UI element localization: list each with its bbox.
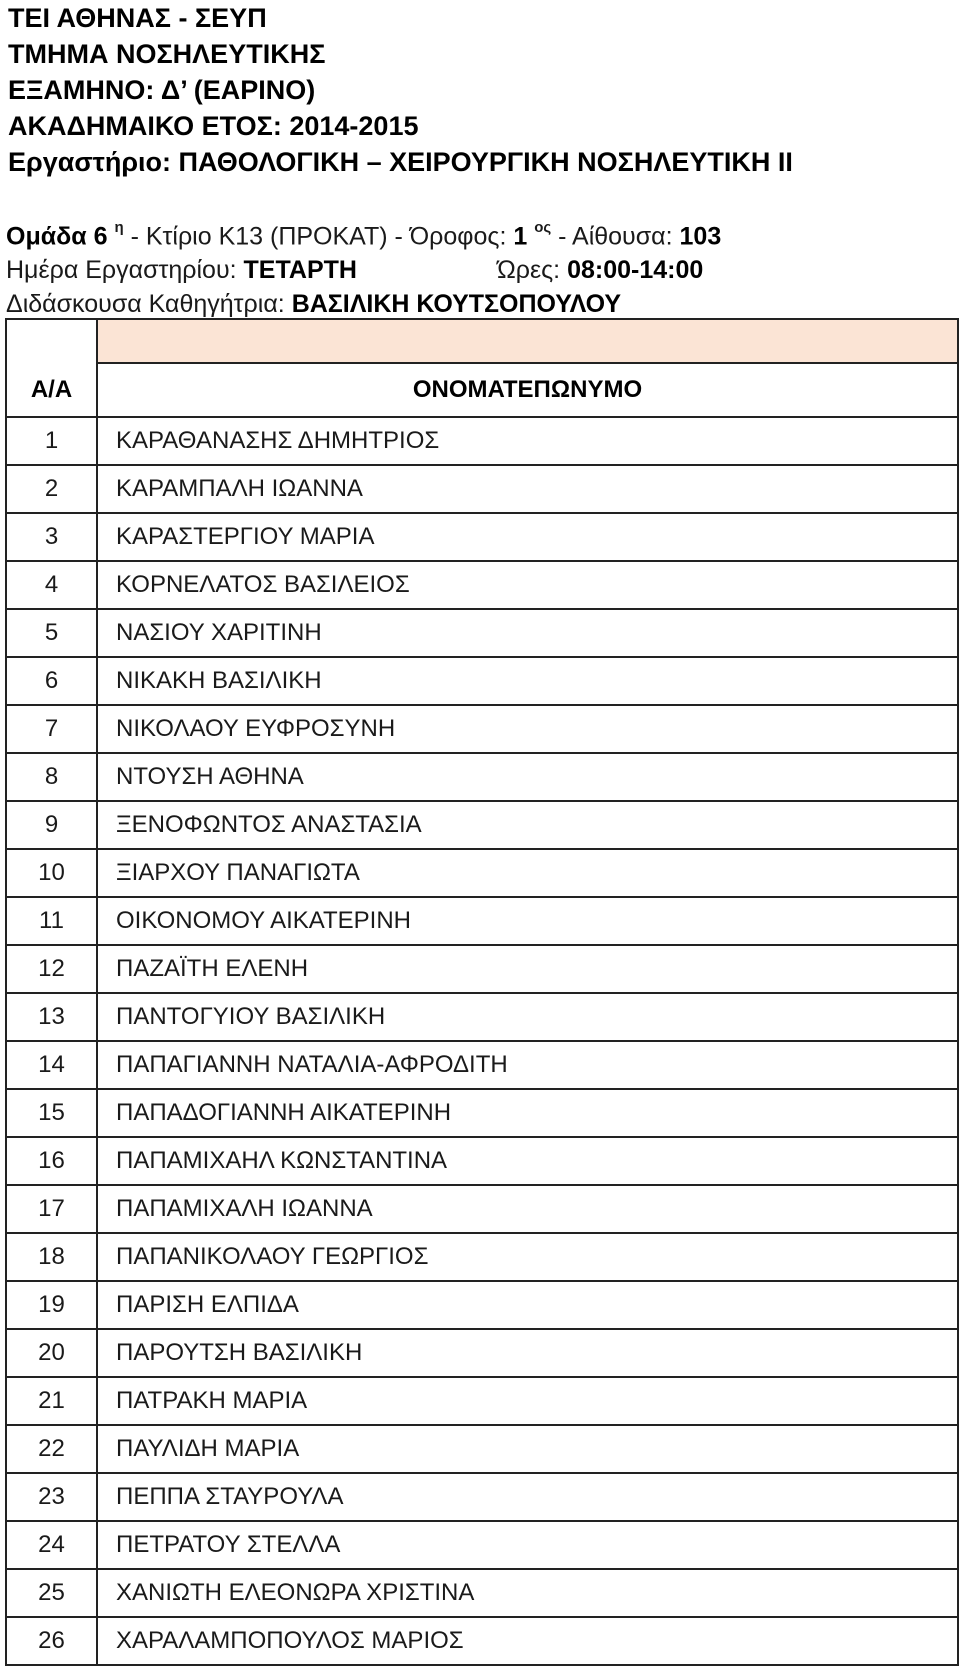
student-name: ΚΑΡΑΣΤΕΡΓΙΟΥ ΜΑΡΙΑ	[97, 513, 958, 561]
group-label: Ομάδα 6	[6, 222, 108, 251]
student-name: ΠΑΤΡΑΚΗ ΜΑΡΙΑ	[97, 1377, 958, 1425]
row-number: 14	[6, 1041, 97, 1089]
table-row	[6, 513, 958, 561]
table-row	[6, 897, 958, 945]
row-number: 10	[6, 849, 97, 897]
department-title: ΤΜΗΜΑ ΝΟΣΗΛΕΥΤΙΚΗΣ	[8, 39, 326, 69]
student-name: ΠΕΠΠΑ ΣΤΑΥΡΟΥΛΑ	[97, 1473, 958, 1521]
row-number: 22	[6, 1425, 97, 1473]
student-name: ΠΑΠΑΜΙΧΑΛΗ ΙΩΑΝΝΑ	[97, 1185, 958, 1233]
table-row	[6, 945, 958, 993]
column-header-number: Α/Α	[6, 363, 97, 417]
table-row	[6, 1521, 958, 1569]
row-number: 15	[6, 1089, 97, 1137]
table-row	[6, 609, 958, 657]
table-row	[6, 561, 958, 609]
student-name: ΚΑΡΑΜΠΑΛΗ ΙΩΑΝΝΑ	[97, 465, 958, 513]
student-name: ΝΙΚΟΛΑΟΥ ΕΥΦΡΟΣΥΝΗ	[97, 705, 958, 753]
student-name: ΧΑΡΑΛΑΜΠΟΠΟΥΛΟΣ ΜΑΡΙΟΣ	[97, 1617, 958, 1665]
room-label: - Αίθουσα:	[551, 222, 680, 251]
table-row	[6, 753, 958, 801]
column-header-row	[6, 363, 958, 417]
day-label: Ημέρα Εργαστηρίου:	[6, 256, 244, 285]
building-floor-label: - Κτίριο Κ13 (ΠΡΟΚΑΤ) - Όροφος:	[123, 222, 514, 251]
table-row	[6, 801, 958, 849]
student-name: ΝΙΚΑΚΗ ΒΑΣΙΛΙΚΗ	[97, 657, 958, 705]
row-number: 20	[6, 1329, 97, 1377]
student-name: ΚΑΡΑΘΑΝΑΣΗΣ ΔΗΜΗΤΡΙΟΣ	[97, 417, 958, 465]
table-row	[6, 1281, 958, 1329]
student-name: ΠΑΥΛΙΔΗ ΜΑΡΙΑ	[97, 1425, 958, 1473]
table-row	[6, 1569, 958, 1617]
row-number: 5	[6, 609, 97, 657]
row-number: 26	[6, 1617, 97, 1665]
group-info	[6, 214, 956, 321]
hours-value: 08:00-14:00	[567, 256, 704, 285]
student-name: ΠΑΖΑΪΤΗ ΕΛΕΝΗ	[97, 945, 958, 993]
table-row	[6, 1041, 958, 1089]
student-name: ΧΑΝΙΩΤΗ ΕΛΕΟΝΩΡΑ ΧΡΙΣΤΙΝΑ	[97, 1569, 958, 1617]
header-band-num-cell	[6, 319, 97, 363]
student-name: ΞΕΝΟΦΩΝΤΟΣ ΑΝΑΣΤΑΣΙΑ	[97, 801, 958, 849]
academic-year-title: ΑΚΑΔΗΜΑΙΚΟ ΕΤΟΣ: 2014-2015	[8, 111, 419, 141]
row-number: 13	[6, 993, 97, 1041]
teacher-name: ΒΑΣΙΛΙΚΗ ΚΟΥΤΣΟΠΟΥΛΟΥ	[291, 290, 622, 319]
table-row	[6, 657, 958, 705]
table-row	[6, 849, 958, 897]
row-number: 4	[6, 561, 97, 609]
hours-label: Ώρες:	[496, 256, 568, 285]
table-row	[6, 1233, 958, 1281]
semester-title: ΕΞΑΜΗΝΟ: Δ’ (ΕΑΡΙΝΟ)	[8, 75, 316, 105]
row-number: 16	[6, 1137, 97, 1185]
table-row	[6, 1617, 958, 1665]
row-number: 3	[6, 513, 97, 561]
document-header	[8, 0, 793, 180]
table-row	[6, 1089, 958, 1137]
table-row	[6, 1185, 958, 1233]
table-row	[6, 465, 958, 513]
schedule-line	[6, 253, 956, 287]
student-name: ΠΑΝΤΟΓΥΙΟΥ ΒΑΣΙΛΙΚΗ	[97, 993, 958, 1041]
student-name: ΝΤΟΥΣΗ ΑΘΗΝΑ	[97, 753, 958, 801]
row-number: 1	[6, 417, 97, 465]
student-name: ΠΕΤΡΑΤΟΥ ΣΤΕΛΛΑ	[97, 1521, 958, 1569]
row-number: 12	[6, 945, 97, 993]
student-name: ΠΑΠΑΓΙΑΝΝΗ ΝΑΤΑΛΙΑ-ΑΦΡΟΔΙΤΗ	[97, 1041, 958, 1089]
student-roster-table	[5, 318, 959, 1666]
row-number: 6	[6, 657, 97, 705]
student-name: ΠΑΠΑΜΙΧΑΗΛ ΚΩΝΣΤΑΝΤΙΝΑ	[97, 1137, 958, 1185]
student-name: ΞΙΑΡΧΟΥ ΠΑΝΑΓΙΩΤΑ	[97, 849, 958, 897]
table-row	[6, 993, 958, 1041]
teacher-label: Διδάσκουσα Καθηγήτρια:	[6, 290, 292, 319]
table-row	[6, 705, 958, 753]
student-name: ΚΟΡΝΕΛΑΤΟΣ ΒΑΣΙΛΕΙΟΣ	[97, 561, 958, 609]
floor-value: 1	[513, 222, 528, 251]
row-number: 11	[6, 897, 97, 945]
row-number: 25	[6, 1569, 97, 1617]
row-number: 23	[6, 1473, 97, 1521]
row-number: 8	[6, 753, 97, 801]
lab-course-title: Εργαστήριο: ΠΑΘΟΛΟΓΙΚΗ – ΧΕΙΡΟΥΡΓΙΚΗ ΝΟΣΗΛΕΥΤΙΚΗ ΙΙ	[8, 147, 793, 177]
student-name: ΠΑΡΙΣΗ ΕΛΠΙΔΑ	[97, 1281, 958, 1329]
day-value: ΤΕΤΑΡΤΗ	[243, 256, 357, 285]
row-number: 17	[6, 1185, 97, 1233]
table-row	[6, 417, 958, 465]
group-ordinal: η	[114, 219, 124, 236]
row-number: 24	[6, 1521, 97, 1569]
row-number: 9	[6, 801, 97, 849]
roster-body	[6, 417, 958, 1665]
header-band-row	[6, 319, 958, 363]
header-band-shaded-cell	[97, 319, 958, 363]
floor-ordinal: ος	[534, 219, 552, 236]
table-row	[6, 1425, 958, 1473]
table-row	[6, 1473, 958, 1521]
row-number: 19	[6, 1281, 97, 1329]
student-name: ΠΑΠΑΔΟΓΙΑΝΝΗ ΑΙΚΑΤΕΡΙΝΗ	[97, 1089, 958, 1137]
row-number: 7	[6, 705, 97, 753]
room-value: 103	[679, 222, 722, 251]
row-number: 18	[6, 1233, 97, 1281]
table-row	[6, 1137, 958, 1185]
institution-title: ΤΕΙ ΑΘΗΝΑΣ - ΣΕΥΠ	[8, 3, 267, 33]
teacher-line	[6, 287, 956, 321]
student-name: ΠΑΡΟΥΤΣΗ ΒΑΣΙΛΙΚΗ	[97, 1329, 958, 1377]
table-row	[6, 1377, 958, 1425]
group-location-line	[6, 214, 956, 253]
column-header-fullname: ΟΝΟΜΑΤΕΠΩΝΥΜΟ	[97, 363, 958, 417]
table-row	[6, 1329, 958, 1377]
row-number: 21	[6, 1377, 97, 1425]
student-name: ΝΑΣΙΟΥ ΧΑΡΙΤΙΝΗ	[97, 609, 958, 657]
student-name: ΠΑΠΑΝΙΚΟΛΑΟΥ ΓΕΩΡΓΙΟΣ	[97, 1233, 958, 1281]
student-name: ΟΙΚΟΝΟΜΟΥ ΑΙΚΑΤΕΡΙΝΗ	[97, 897, 958, 945]
row-number: 2	[6, 465, 97, 513]
